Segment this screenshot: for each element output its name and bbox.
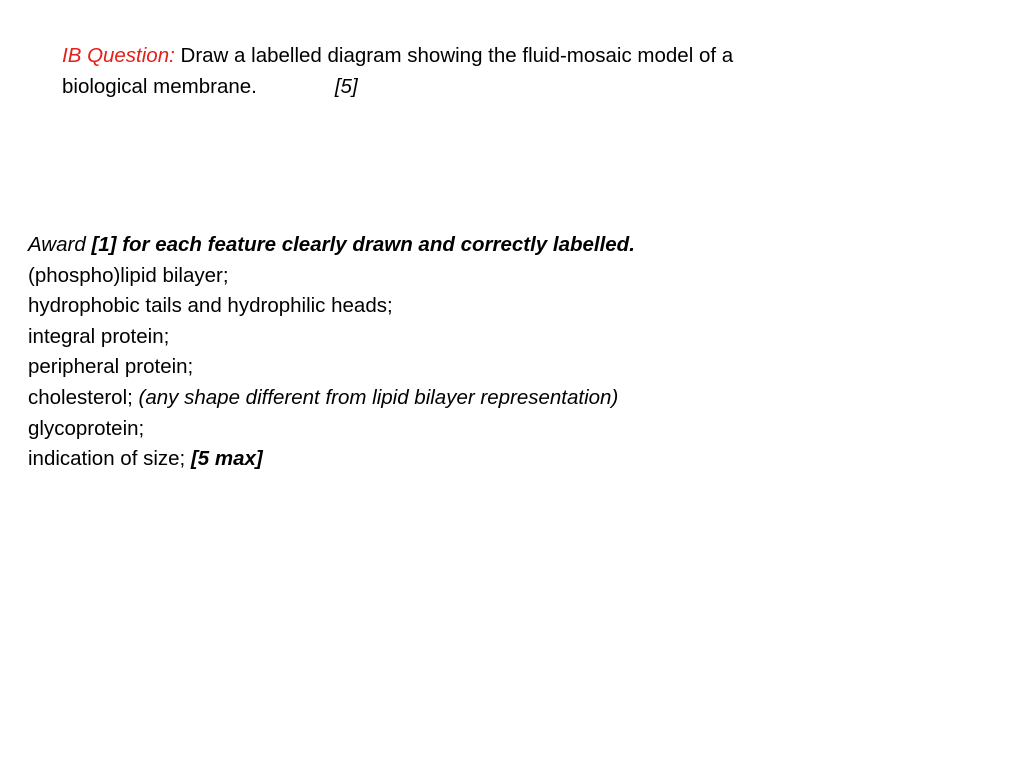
award-line bbox=[28, 230, 928, 261]
point-cholesterol: cholesterol; bbox=[28, 385, 133, 409]
question-text-line-2: biological membrane. bbox=[62, 75, 257, 98]
cholesterol-note: (any shape different from lipid bilayer representation) bbox=[138, 385, 619, 409]
question-line-1 bbox=[62, 40, 882, 71]
point-integral-protein: integral protein; bbox=[28, 324, 170, 348]
award-word: Award bbox=[28, 233, 86, 256]
question-lead: IB Question: bbox=[62, 44, 175, 67]
point-tails-heads: hydrophobic tails and hydrophilic heads; bbox=[28, 294, 393, 318]
markscheme-block bbox=[28, 230, 928, 475]
award-rule: [1] for each feature clearly drawn and correctly labelled. bbox=[91, 233, 635, 256]
point-cholesterol-line bbox=[28, 383, 928, 414]
question-block bbox=[62, 40, 882, 102]
point-bilayer: (phospho)lipid bilayer; bbox=[28, 263, 229, 287]
question-text-line-1: Draw a labelled diagram showing the fluid-mosaic model of a bbox=[180, 44, 734, 67]
point-size-line bbox=[28, 444, 928, 475]
question-line-2 bbox=[62, 71, 882, 102]
point-size: indication of size; bbox=[28, 447, 186, 471]
max-marks: [5 max] bbox=[190, 447, 263, 471]
point-peripheral-protein: peripheral protein; bbox=[28, 355, 194, 379]
point-glycoprotein: glycoprotein; bbox=[28, 416, 145, 440]
question-marks: [5] bbox=[334, 75, 358, 98]
